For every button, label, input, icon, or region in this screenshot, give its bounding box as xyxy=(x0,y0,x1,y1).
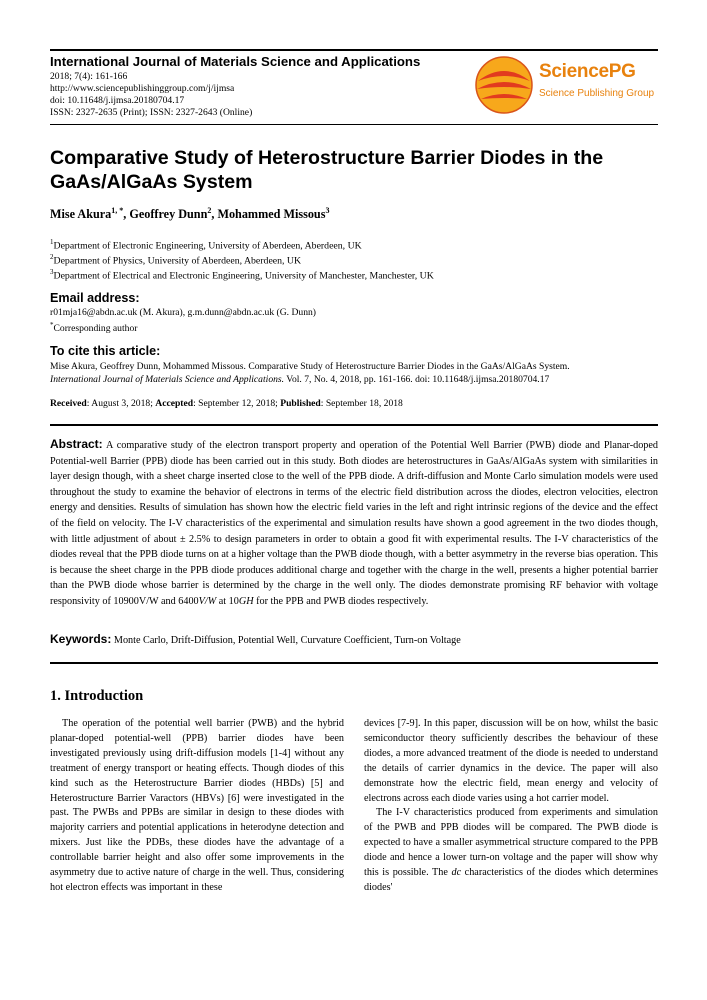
abstract-unit: V/W xyxy=(198,595,217,607)
journal-url[interactable]: http://www.sciencepublishinggroup.com/j/ijmsa xyxy=(50,83,235,94)
abstract-bottom-rule xyxy=(50,662,658,664)
keywords-label: Keywords: xyxy=(50,632,112,646)
citation-details: Vol. 7, No. 4, 2018, pp. 161-166. doi: 10.11648/j.ijmsa.20180704.17 xyxy=(284,374,550,385)
affiliation xyxy=(50,268,434,281)
abstract-text: A comparative study of the electron transport property and operation of the Potential Well Barrier (PWB) diode and Planar-doped Potential-well Barrier (PPB) diode has been carried out in this study. Both diodes are heterostructures in GaAs/AlGaAs system with similarities in layer design though, with a sheet charge inserted close to the well of the PPB diode. A drift-diffusion and Monte Carlo simulation models were used throughout the study to examine the behavior of electrons in terms of the electric field distribution across the diodes, electron velocities, electron energy and densities. Results of simulation has shown how the electric field varies in the left and right intrinsic regions of the device and the effect of the field on velocity. The I-V characteristics of the experimental and simulation results have shown a good agreement in the two diodes though, with little adjustment of about ± 2.5% to design parameters in order to obtain a good fit with experimental results. The I-V characteristics of the diodes reveal that the PPB diode turns on at a higher voltage than the PWB diode though, with a better asymmetry in the reverse bias operation. This is because the sheet charge in the PPB diode produces additional charge and together with the charge in the well, presents a higher potential barrier than the PWB diode whose barrier is determined by the charge in the well only. The diodes demonstrate promising RF behavior with voltage responsivity of 10900V/W and 6400 xyxy=(50,440,658,607)
email-heading: Email address: xyxy=(50,291,140,305)
journal-issue: 2018; 7(4): 161-166 xyxy=(50,71,128,82)
header-bottom-rule xyxy=(50,124,658,125)
citation-line: Mise Akura, Geoffrey Dunn, Mohammed Missous. Comparative Study of Heterostructure Barrier Diodes in the GaAs/AlGaAs System. xyxy=(50,361,570,372)
author-list: Mise Akura$^{1, *}$, Geoffrey Dunn$^2$, Mohammed Missous$^3$ xyxy=(50,206,330,222)
abstract-text: for the PPB and PWB diodes respectively. xyxy=(253,595,429,607)
affiliation-num: 1 xyxy=(50,238,54,246)
keywords-text: Monte Carlo, Drift-Diffusion, Potential Well, Curvature Coefficient, Turn-on Voltage xyxy=(111,635,461,646)
author-name: Mohammed Missous xyxy=(217,207,326,222)
affiliation-text: Department of Electrical and Electronic Engineering, University of Manchester, Manchester, UK xyxy=(53,270,434,282)
abstract-label: Abstract: xyxy=(50,437,103,451)
intro-right-column xyxy=(364,717,658,896)
logo-tagline: Science Publishing Group xyxy=(539,88,655,99)
paragraph-text: The I-V characteristics produced from experiments and simulation of the PWB and PPB diodes will be compared. The PWB diode is expected to have a smaller asymmetrical structure compared to the PPB diode and hence a lower turn-on voltage and the paper will show why this is possible. The xyxy=(364,807,658,879)
intro-left-column xyxy=(50,717,344,896)
accepted-date: : September 12, 2018; xyxy=(193,398,281,409)
author-name: Mise Akura xyxy=(50,207,112,222)
citation-journal: International Journal of Materials Science and Applications. xyxy=(50,374,285,385)
sciencepg-globe-icon xyxy=(473,55,535,115)
paragraph-text: characteristics of the diodes which determines diodes' xyxy=(364,867,658,893)
journal-issn: ISSN: 2327-2635 (Print); ISSN: 2327-2643 (Online) xyxy=(50,107,253,118)
author-sup: 1, * xyxy=(111,206,124,215)
affiliation-text: Department of Electronic Engineering, University of Aberdeen, Aberdeen, UK xyxy=(53,240,362,252)
affiliation xyxy=(50,238,362,251)
email-addresses[interactable]: r01mja16@abdn.ac.uk (M. Akura), g.m.dunn@abdn.ac.uk (G. Dunn) xyxy=(50,307,316,318)
journal-doi: doi: 10.11648/j.ijmsa.20180704.17 xyxy=(50,95,185,106)
paragraph: devices [7-9]. In this paper, discussion will be on how, whilst the basic semiconductor theory sufficiently describes the behaviour of these diodes, a more advanced treatment of the diode is needed to understand the details of carrier dynamics in the device. The paper will also demonstrate how the electric field, mean energy and velocity of electrons across each diode varies using a hot carrier model. xyxy=(364,718,658,804)
article-dates xyxy=(50,398,403,409)
affiliation-num: 2 xyxy=(50,253,54,261)
affiliation-text: Department of Physics, University of Aberdeen, Aberdeen, UK xyxy=(53,255,302,267)
sciencepg-logo xyxy=(473,55,663,115)
published-date: : September 18, 2018 xyxy=(320,398,403,409)
paper-title: Comparative Study of Heterostructure Barrier Diodes in the GaAs/AlGaAs System xyxy=(50,147,604,193)
paragraph xyxy=(364,806,658,895)
author-sup: 3 xyxy=(325,206,330,215)
affiliation-num: 3 xyxy=(50,268,54,276)
accepted-label: Accepted xyxy=(155,398,194,409)
corresponding-mark: * xyxy=(50,321,54,329)
cite-heading: To cite this article: xyxy=(50,344,161,358)
abstract-top-rule xyxy=(50,424,658,426)
author-name: Geoffrey Dunn xyxy=(129,207,208,222)
keywords xyxy=(50,632,658,646)
section-heading: 1. Introduction xyxy=(50,688,144,704)
corresponding-note xyxy=(50,321,137,334)
abstract-unit: GH xyxy=(238,595,254,607)
citation xyxy=(50,360,660,386)
received-label: Received xyxy=(50,398,87,409)
top-rule xyxy=(50,49,658,51)
abstract xyxy=(50,437,658,610)
published-label: Published xyxy=(280,398,321,409)
logo-name: SciencePG xyxy=(539,61,636,82)
author-sup: 2 xyxy=(207,206,212,215)
corresponding-text: Corresponding author xyxy=(53,323,138,335)
received-date: : August 3, 2018; xyxy=(86,398,156,409)
affiliation xyxy=(50,253,301,266)
journal-title: International Journal of Materials Science and Applications xyxy=(50,54,421,69)
paragraph: The operation of the potential well barrier (PWB) and the hybrid planar-doped potential-well (PPB) barrier diodes have been investigated previously using drift-diffusion models [1-4] without any treatment of energy transport or heating effects. Though diodes of this kind such as the Heterostructure Barrier diodes (HBDs) [5] and Heterostructure Barrier Varactors (HBVs) [6] were investigated in the past. The PWBs and PPBs are similar in design to these diodes with majority carriers and potential applications in heterodyne detection and mixers. Just like the PDBs, these diodes have the advantage of a controllable barrier height and also offer some improvements in the asymmetry due to active nature of charge in the well. Thus, considering hot electron effects was important in these xyxy=(50,718,344,893)
abstract-text: at 10 xyxy=(216,595,239,607)
paragraph-italic: dc xyxy=(451,867,462,879)
